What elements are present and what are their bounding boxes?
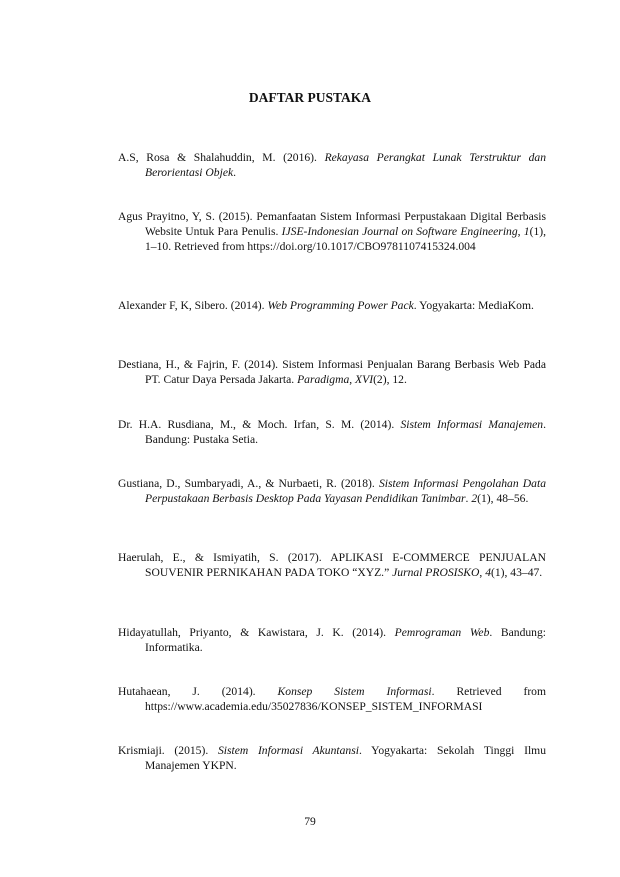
reference-entry: A.S, Rosa & Shalahuddin, M. (2016). Rekayasa Perangkat Lunak Terstruktur dan Berorientasi Objek. bbox=[118, 151, 546, 179]
reference-entry: Hidayatullah, Priyanto, & Kawistara, J. K. (2014). Pemrograman Web. Bandung: Informatika. bbox=[118, 626, 546, 654]
reference-entry: Alexander F, K, Sibero. (2014). Web Programming Power Pack. Yogyakarta: MediaKom. bbox=[118, 299, 534, 312]
reference-entry: Destiana, H., & Fajrin, F. (2014). Sistem Informasi Penjualan Barang Berbasis Web Pada PT. Catur Daya Persada Jakarta. Paradigma, XVI(2), 12. bbox=[118, 358, 546, 386]
reference-entry: Gustiana, D., Sumbaryadi, A., & Nurbaeti, R. (2018). Sistem Informasi Pengolahan Data Perpustakaan Berbasis Desktop Pada Yayasan Pendidikan Tanimbar. 2(1), 48–56. bbox=[118, 477, 546, 505]
reference-entry: Agus Prayitno, Y, S. (2015). Pemanfaatan Sistem Informasi Perpustakaan Digital Berbasis Website Untuk Para Penulis. IJSE-Indonesian Journal on Software Engineering, 1(1), 1–10. Retrieved from https://doi.org/10.1017/CBO9781107415324.004 bbox=[118, 210, 546, 253]
reference-entry: Hutahaean, J. (2014). Konsep Sistem Informasi. Retrieved from https://www.academia.edu/35027836/KONSEP_SISTEM_INFORMASI bbox=[118, 685, 546, 713]
page-number: 79 bbox=[304, 815, 316, 828]
reference-entry: Haerulah, E., & Ismiyatih, S. (2017). APLIKASI E-COMMERCE PENJUALAN SOUVENIR PERNIKAHAN PADA TOKO “XYZ.” Jurnal PROSISKO, 4(1), 43–47. bbox=[118, 551, 546, 579]
reference-entry: Krismiaji. (2015). Sistem Informasi Akuntansi. Yogyakarta: Sekolah Tinggi Ilmu Manajemen YKPN. bbox=[118, 744, 546, 772]
reference-entry: Dr. H.A. Rusdiana, M., & Moch. Irfan, S. M. (2014). Sistem Informasi Manajemen. Bandung: Pustaka Setia. bbox=[118, 418, 547, 446]
page-title: DAFTAR PUSTAKA bbox=[248, 90, 372, 105]
